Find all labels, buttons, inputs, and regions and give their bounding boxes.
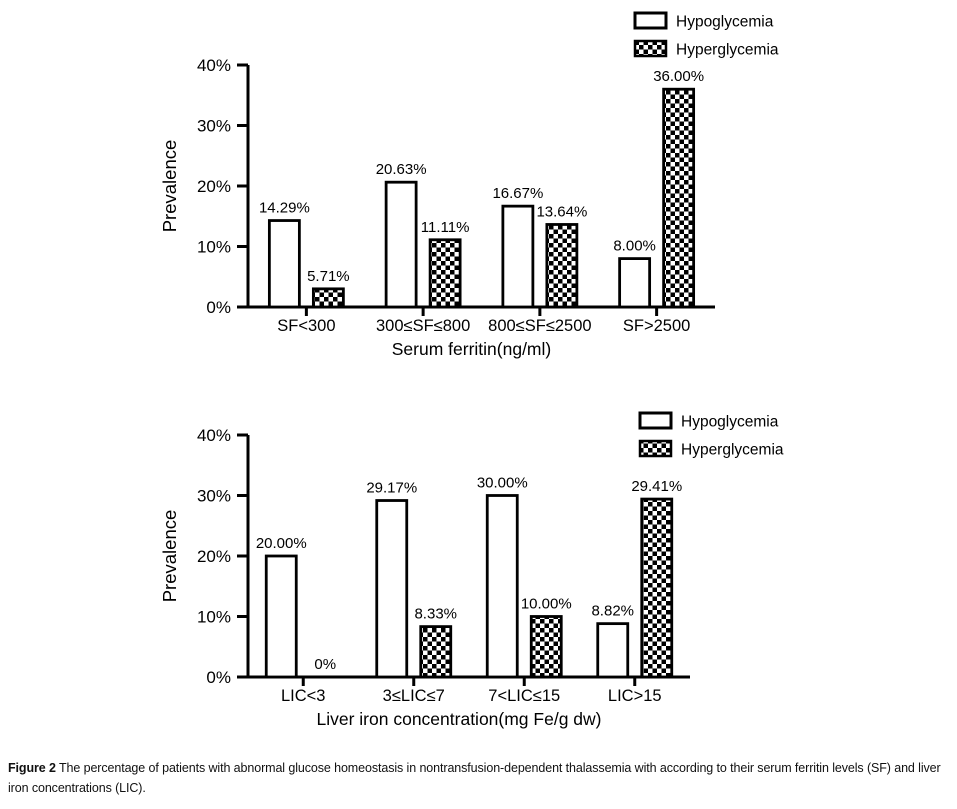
x-category-label: SF>2500	[622, 317, 691, 335]
bar-value-label: 30.00%	[476, 474, 528, 492]
bar-hypoglycemia-3	[620, 259, 650, 307]
legend-swatch-hyperglycemia	[640, 441, 671, 456]
bar-value-label: 11.11%	[420, 218, 470, 236]
y-tick-label: 10%	[196, 237, 231, 257]
legend-swatch-hyperglycemia	[635, 41, 666, 56]
bar-value-label: 5.71%	[307, 267, 350, 285]
y-axis-title: Prevalence	[159, 139, 180, 233]
bar-hypoglycemia-0	[266, 556, 296, 677]
bar-value-label: 20.00%	[255, 535, 307, 552]
y-tick-label: 0%	[206, 298, 231, 317]
x-axis-title: Liver iron concentration(mg Fe/g dw)	[316, 709, 602, 729]
bar-hyperglycemia-3	[642, 499, 672, 677]
serum-ferritin-bar-chart	[0, 0, 957, 375]
x-category-label: 800≤SF≤2500	[488, 317, 592, 335]
bar-value-label: 10.00%	[520, 595, 572, 613]
bar-value-label: 8.00%	[613, 237, 656, 255]
bar-value-label: 20.63%	[375, 161, 427, 179]
bar-value-label: 29.41%	[631, 478, 683, 496]
bar-hyperglycemia-2	[547, 224, 577, 307]
y-tick-label: 20%	[196, 547, 231, 566]
x-category-label: 3≤LIC≤7	[382, 687, 445, 705]
legend-swatch-hypoglycemia	[640, 413, 671, 428]
y-tick-label: 40%	[196, 56, 231, 75]
x-category-label: 300≤SF≤800	[375, 317, 471, 335]
legend-label-hyperglycemia: Hyperglycemia	[676, 41, 779, 59]
bar-hypoglycemia-3	[598, 624, 628, 677]
bar-hypoglycemia-0	[269, 221, 299, 307]
bar-value-label: 29.17%	[366, 479, 418, 497]
bar-value-label: 8.82%	[591, 602, 635, 620]
legend-label-hyperglycemia: Hyperglycemia	[681, 441, 784, 459]
y-tick-label: 30%	[196, 116, 231, 136]
y-tick-label: 30%	[196, 486, 231, 506]
figure-caption	[8, 758, 951, 798]
y-tick-label: 20%	[196, 177, 231, 196]
liver-iron-bar-chart	[0, 385, 957, 750]
bar-hyperglycemia-2	[531, 617, 561, 678]
bar-hyperglycemia-1	[430, 240, 460, 307]
bar-value-label: 13.64%	[536, 203, 588, 221]
bar-hyperglycemia-3	[664, 89, 694, 307]
y-tick-label: 10%	[196, 607, 231, 627]
bar-hypoglycemia-1	[377, 501, 407, 677]
bar-hypoglycemia-1	[386, 182, 416, 307]
legend-label-hypoglycemia: Hypoglycemia	[681, 413, 779, 431]
x-category-label: LIC<3	[281, 687, 326, 705]
bar-value-label: 0%	[314, 656, 337, 673]
x-category-label: LIC>15	[607, 687, 662, 705]
bar-hyperglycemia-0	[313, 289, 343, 307]
bar-hypoglycemia-2	[503, 206, 533, 307]
x-category-label: SF<300	[277, 317, 336, 335]
x-category-label: 7<LIC≤15	[488, 687, 561, 705]
bar-hyperglycemia-1	[421, 627, 451, 677]
bar-value-label: 8.33%	[414, 605, 458, 623]
bar-value-label: 14.29%	[258, 199, 310, 217]
bar-value-label: 36.00%	[653, 68, 705, 86]
legend-swatch-hypoglycemia	[635, 13, 666, 28]
figure-caption-text: The percentage of patients with abnormal glucose homeostasis in nontransfusion-dependent thalassemia with according to their serum ferritin levels (SF) and liver iron concentrations (LIC).	[8, 761, 941, 795]
legend-label-hypoglycemia: Hypoglycemia	[676, 13, 774, 31]
figure-caption-label: Figure 2	[8, 761, 56, 775]
bar-value-label: 16.67%	[492, 185, 544, 203]
x-axis-title: Serum ferritin(ng/ml)	[391, 339, 552, 359]
y-tick-label: 0%	[206, 668, 231, 687]
bar-hypoglycemia-2	[487, 496, 517, 678]
y-axis-title: Prevalence	[159, 509, 180, 603]
y-tick-label: 40%	[196, 426, 231, 445]
